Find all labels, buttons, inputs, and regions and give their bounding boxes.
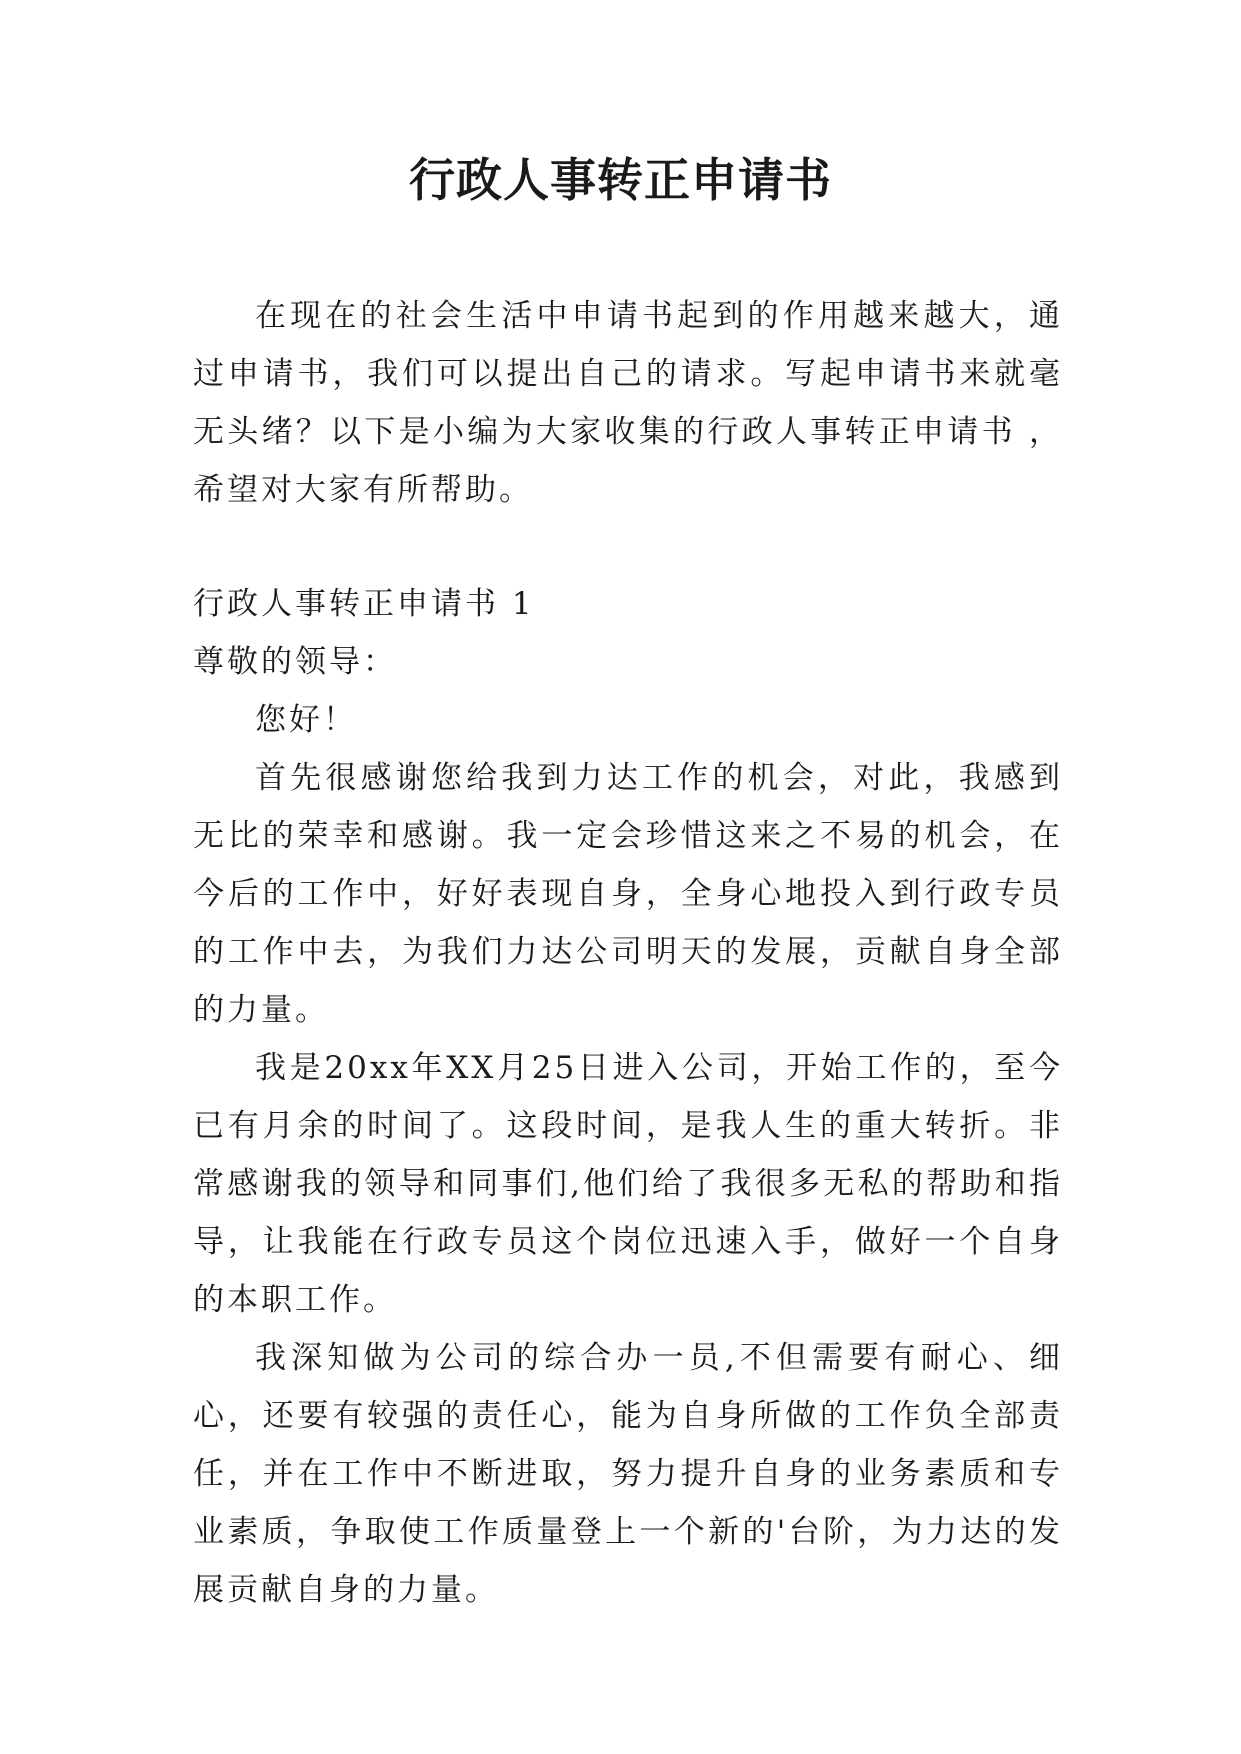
body-paragraph-1: 首先很感谢您给我到力达工作的机会，对此，我感到无比的荣幸和感谢。我一定会珍惜这来之不易的机会，在今后的工作中，好好表现自身，全身心地投入到行政专员的工作中去，为我们力达公司明天的发展，贡献自身全部的力量。 — [193, 760, 1063, 1028]
intro-paragraph: 在现在的社会生活中申请书起到的作用越来越大，通过申请书，我们可以提出自己的请求。写起申请书来就毫无头绪？以下是小编为大家收集的行政人事转正申请书 ，希望对大家有所帮助。 — [193, 298, 1063, 508]
section-heading: 行政人事转正申请书 1 — [193, 586, 535, 622]
body-paragraph-3: 我深知做为公司的综合办一员,不但需要有耐心、细心，还要有较强的责任心，能为自身所做的工作负全部责任，并在工作中不断进取，努力提升自身的业务素质和专业素质，争取使工作质量登上一个新的'台阶，为力达的发展贡献自身的力量。 — [193, 1340, 1063, 1608]
letter-block — [193, 575, 1063, 1619]
document-title: 行政人事转正申请书 — [409, 153, 832, 207]
body-paragraph-2: 我是20xx年XX月25日进入公司，开始工作的，至今已有月余的时间了。这段时间，是我人生的重大转折。非常感谢我的领导和同事们,他们给了我很多无私的帮助和指导，让我能在行政专员这个岗位迅速入手，做好一个自身的本职工作。 — [193, 1050, 1063, 1318]
intro-block — [193, 287, 1063, 519]
salutation: 尊敬的领导： — [193, 644, 397, 680]
greeting: 您好！ — [255, 702, 357, 738]
